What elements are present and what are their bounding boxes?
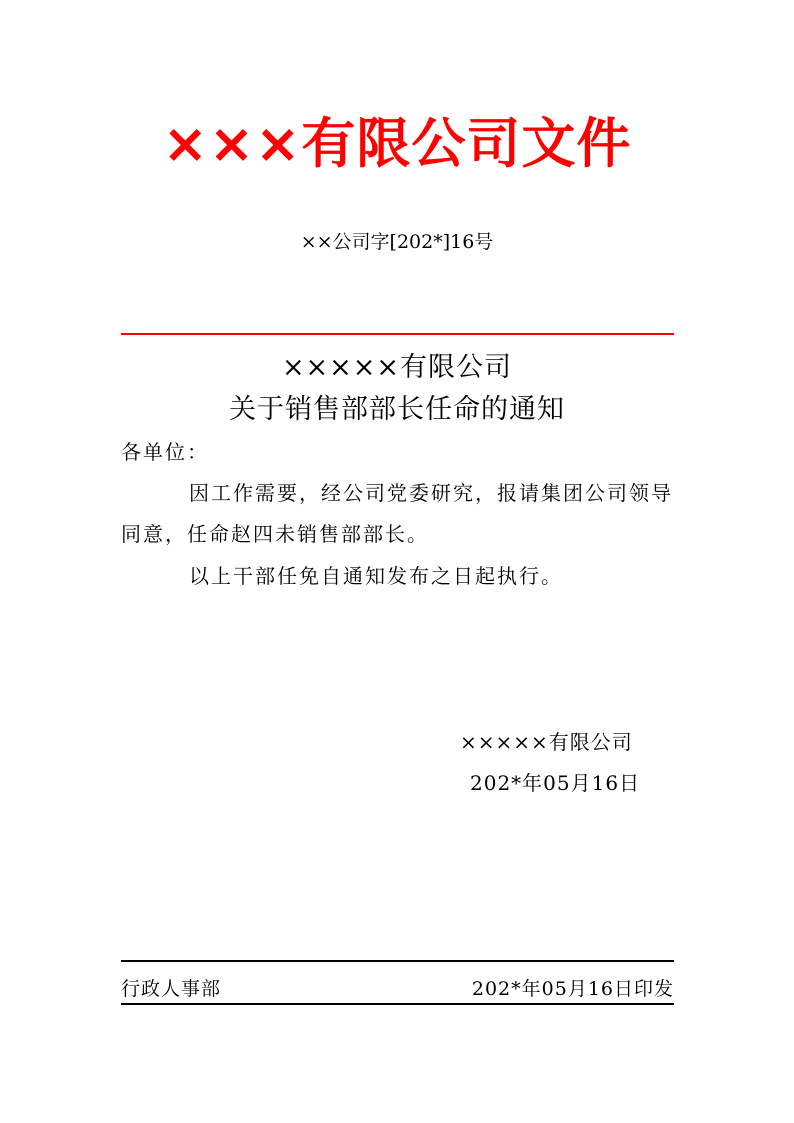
paragraph-1-line-1: 因工作需要，经公司党委研究，报请集团公司领导 xyxy=(189,481,673,505)
footer-top-line xyxy=(121,960,674,962)
notice-title-company: ×××××有限公司 xyxy=(281,352,513,383)
document-number: ××公司字[202*]16号 xyxy=(300,231,494,253)
signature-date: 202*年05月16日 xyxy=(470,771,641,795)
signature-company: ×××××有限公司 xyxy=(460,730,633,754)
footer-issue-date: 202*年05月16日印发 xyxy=(471,978,674,1000)
notice-title-subject: 关于销售部部长任命的通知 xyxy=(229,394,565,425)
footer-department: 行政人事部 xyxy=(121,978,222,1000)
red-separator-line xyxy=(121,333,674,335)
salutation: 各单位： xyxy=(121,440,209,464)
paragraph-1-line-2: 同意，任命赵四未销售部部长。 xyxy=(121,522,429,546)
paragraph-2: 以上干部任免自通知发布之日起执行。 xyxy=(189,564,563,588)
footer-bottom-line xyxy=(121,1003,674,1005)
document-header-title: ×××有限公司文件 xyxy=(162,112,632,175)
